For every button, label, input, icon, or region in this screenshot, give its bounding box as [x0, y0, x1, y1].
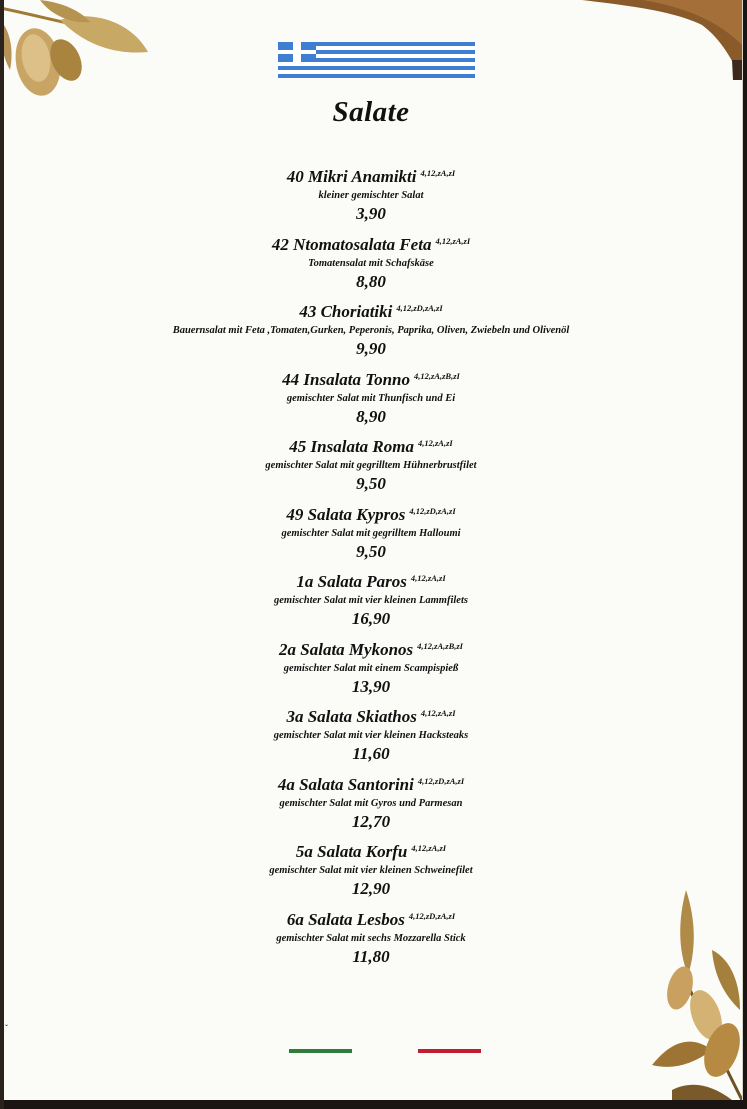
menu-item [0, 501, 742, 562]
menu-item [0, 366, 742, 427]
item-name-line [0, 501, 742, 525]
item-name-line [0, 636, 742, 660]
menu-item [0, 433, 742, 494]
item-name: 40 Mikri Anamikti [286, 167, 417, 186]
item-allergen-codes: 4,12,zA,zI [420, 168, 456, 178]
menu-item [0, 568, 742, 629]
menu-item [0, 298, 742, 359]
item-name: 44 Insalata Tonno [282, 370, 411, 389]
item-description: gemischter Salat mit gegrilltem Halloumi [281, 528, 461, 539]
item-name-line [0, 433, 742, 457]
item-allergen-codes: 4,12,zA,zI [410, 573, 446, 583]
menu-item [0, 231, 742, 292]
item-description: gemischter Salat mit Gyros und Parmesan [279, 798, 463, 809]
item-name: 6a Salata Lesbos [286, 910, 405, 929]
item-allergen-codes: 4,12,zD,zA,zI [396, 303, 443, 313]
item-name-line [0, 771, 742, 795]
greek-flag-icon [278, 42, 475, 78]
menu-item [0, 771, 742, 832]
page-edge [0, 0, 4, 1109]
item-description: gemischter Salat mit einem Scampispieß [283, 663, 459, 674]
item-price: 16,90 [351, 609, 391, 628]
item-allergen-codes: 4,12,zA,zI [417, 438, 453, 448]
green-bar [289, 1049, 352, 1053]
item-name-line [0, 231, 742, 255]
menu-item [0, 636, 742, 697]
corner-mark: ˇ [5, 1023, 8, 1033]
item-price: 12,90 [351, 879, 391, 898]
item-name: 2a Salata Mykonos [279, 640, 414, 659]
item-name: 3a Salata Skiathos [286, 707, 417, 726]
item-description: gemischter Salat mit sechs Mozzarella Stick [276, 933, 466, 944]
item-price: 9,50 [356, 474, 386, 493]
item-name: 4a Salata Santorini [277, 775, 414, 794]
item-description: gemischter Salat mit vier kleinen Hacksteaks [273, 730, 469, 741]
item-name-line [0, 838, 742, 862]
item-price: 8,80 [356, 272, 386, 291]
menu-item [0, 163, 742, 224]
wood-corner-icon [582, 0, 742, 80]
item-price: 11,60 [352, 744, 390, 763]
item-name: 45 Insalata Roma [289, 437, 414, 456]
item-name-line [0, 366, 742, 390]
red-bar [418, 1049, 481, 1053]
item-allergen-codes: 4,12,zA,zI [411, 843, 447, 853]
item-allergen-codes: 4,12,zA,zB,zI [417, 641, 463, 651]
item-description: gemischter Salat mit vier kleinen Schweinefilet [269, 865, 473, 876]
item-description: Bauernsalat mit Feta ,Tomaten,Gurken, Peperonis, Paprika, Oliven, Zwiebeln und Olivenöl [172, 325, 570, 336]
menu-item [0, 838, 742, 899]
item-price: 9,50 [356, 542, 386, 561]
item-description: gemischter Salat mit gegrilltem Hühnerbrustfilet [265, 460, 477, 471]
item-description: Tomatensalat mit Schafskäse [308, 258, 434, 269]
item-name-line [0, 298, 742, 322]
page-title: Salate [332, 96, 410, 128]
item-name-line [0, 906, 742, 930]
item-price: 13,90 [351, 677, 391, 696]
item-allergen-codes: 4,12,zA,zB,zI [414, 371, 460, 381]
olive-branch-icon [0, 0, 160, 110]
item-allergen-codes: 4,12,zD,zA,zI [408, 911, 456, 921]
item-allergen-codes: 4,12,zA,zI [420, 708, 456, 718]
item-name-line [0, 163, 742, 187]
item-price: 11,80 [352, 947, 390, 966]
item-allergen-codes: 4,12,zD,zA,zI [417, 776, 465, 786]
item-name: 42 Ntomatosalata Feta [271, 235, 432, 254]
item-name: 43 Choriatiki [299, 302, 393, 321]
menu-item [0, 906, 742, 967]
item-description: kleiner gemischter Salat [318, 190, 424, 201]
item-price: 12,70 [351, 812, 391, 831]
item-price: 8,90 [356, 407, 386, 426]
item-name: 49 Salata Kypros [286, 505, 406, 524]
item-name: 5a Salata Korfu [295, 842, 408, 861]
olive-branch-icon [652, 890, 742, 1100]
item-price: 3,90 [356, 204, 386, 223]
menu-item [0, 703, 742, 764]
item-name: 1a Salata Paros [296, 572, 407, 591]
item-description: gemischter Salat mit Thunfisch und Ei [286, 393, 456, 404]
item-allergen-codes: 4,12,zD,zA,zI [409, 506, 456, 516]
item-allergen-codes: 4,12,zA,zI [435, 236, 471, 246]
item-price: 9,90 [356, 339, 386, 358]
item-name-line [0, 568, 742, 592]
item-name-line [0, 703, 742, 727]
item-description: gemischter Salat mit vier kleinen Lammfilets [274, 595, 468, 606]
